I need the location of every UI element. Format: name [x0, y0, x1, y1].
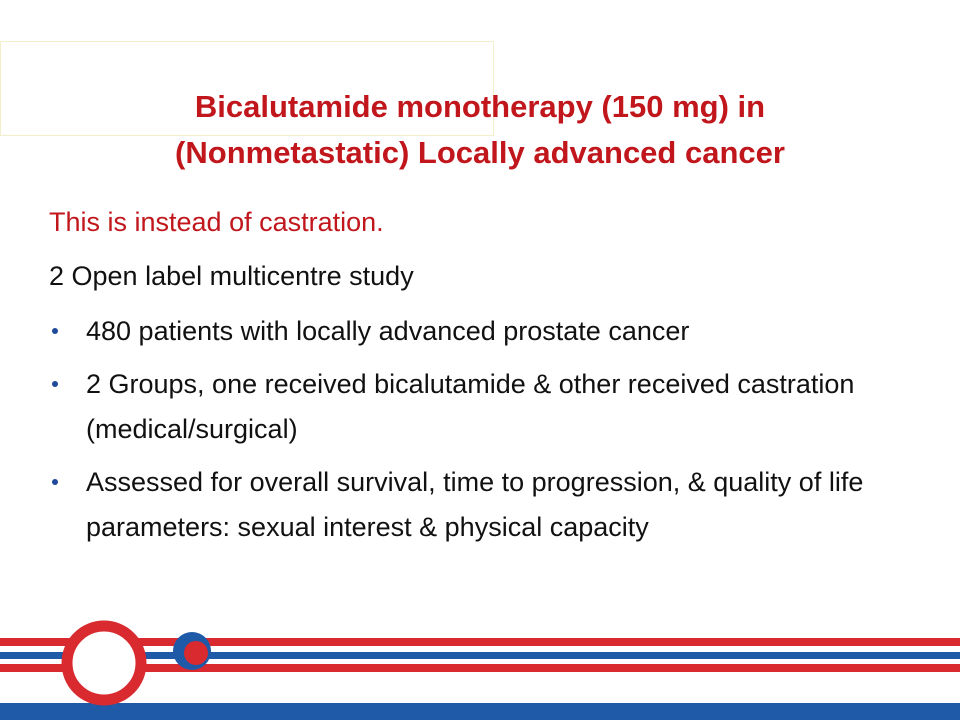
study-text: 2 Open label multicentre study	[49, 261, 414, 291]
bullet-item	[49, 460, 939, 550]
bullet-dot-icon	[52, 381, 58, 387]
slide-title-line: Bicalutamide monotherapy (150 mg) in	[194, 89, 766, 124]
bullet-text: Assessed for overall survival, time to progression, & quality of life parameters: sexual interest & physical capacity	[86, 467, 864, 542]
bullet-text: 2 Groups, one received bicalutamide & other received castration (medical/surgical)	[86, 369, 855, 444]
bullet-list	[49, 309, 939, 558]
footer-stripe-blue-bottom	[0, 703, 960, 720]
intro-text: This is instead of castration.	[49, 207, 384, 237]
bullet-item	[49, 309, 939, 354]
footer-stripes	[0, 620, 960, 720]
bullet-dot-icon	[52, 479, 58, 485]
bullet-item	[49, 362, 939, 452]
slide-title-line: (Nonmetastatic) Locally advanced cancer	[175, 135, 785, 170]
footer-stripe-red-top	[0, 638, 960, 646]
slide-title	[40, 84, 920, 176]
bullet-dot-icon	[52, 328, 58, 334]
small-ring-core-icon	[184, 641, 208, 665]
bullet-text: 480 patients with locally advanced prostate cancer	[86, 316, 690, 346]
large-ring-icon	[67, 626, 141, 700]
